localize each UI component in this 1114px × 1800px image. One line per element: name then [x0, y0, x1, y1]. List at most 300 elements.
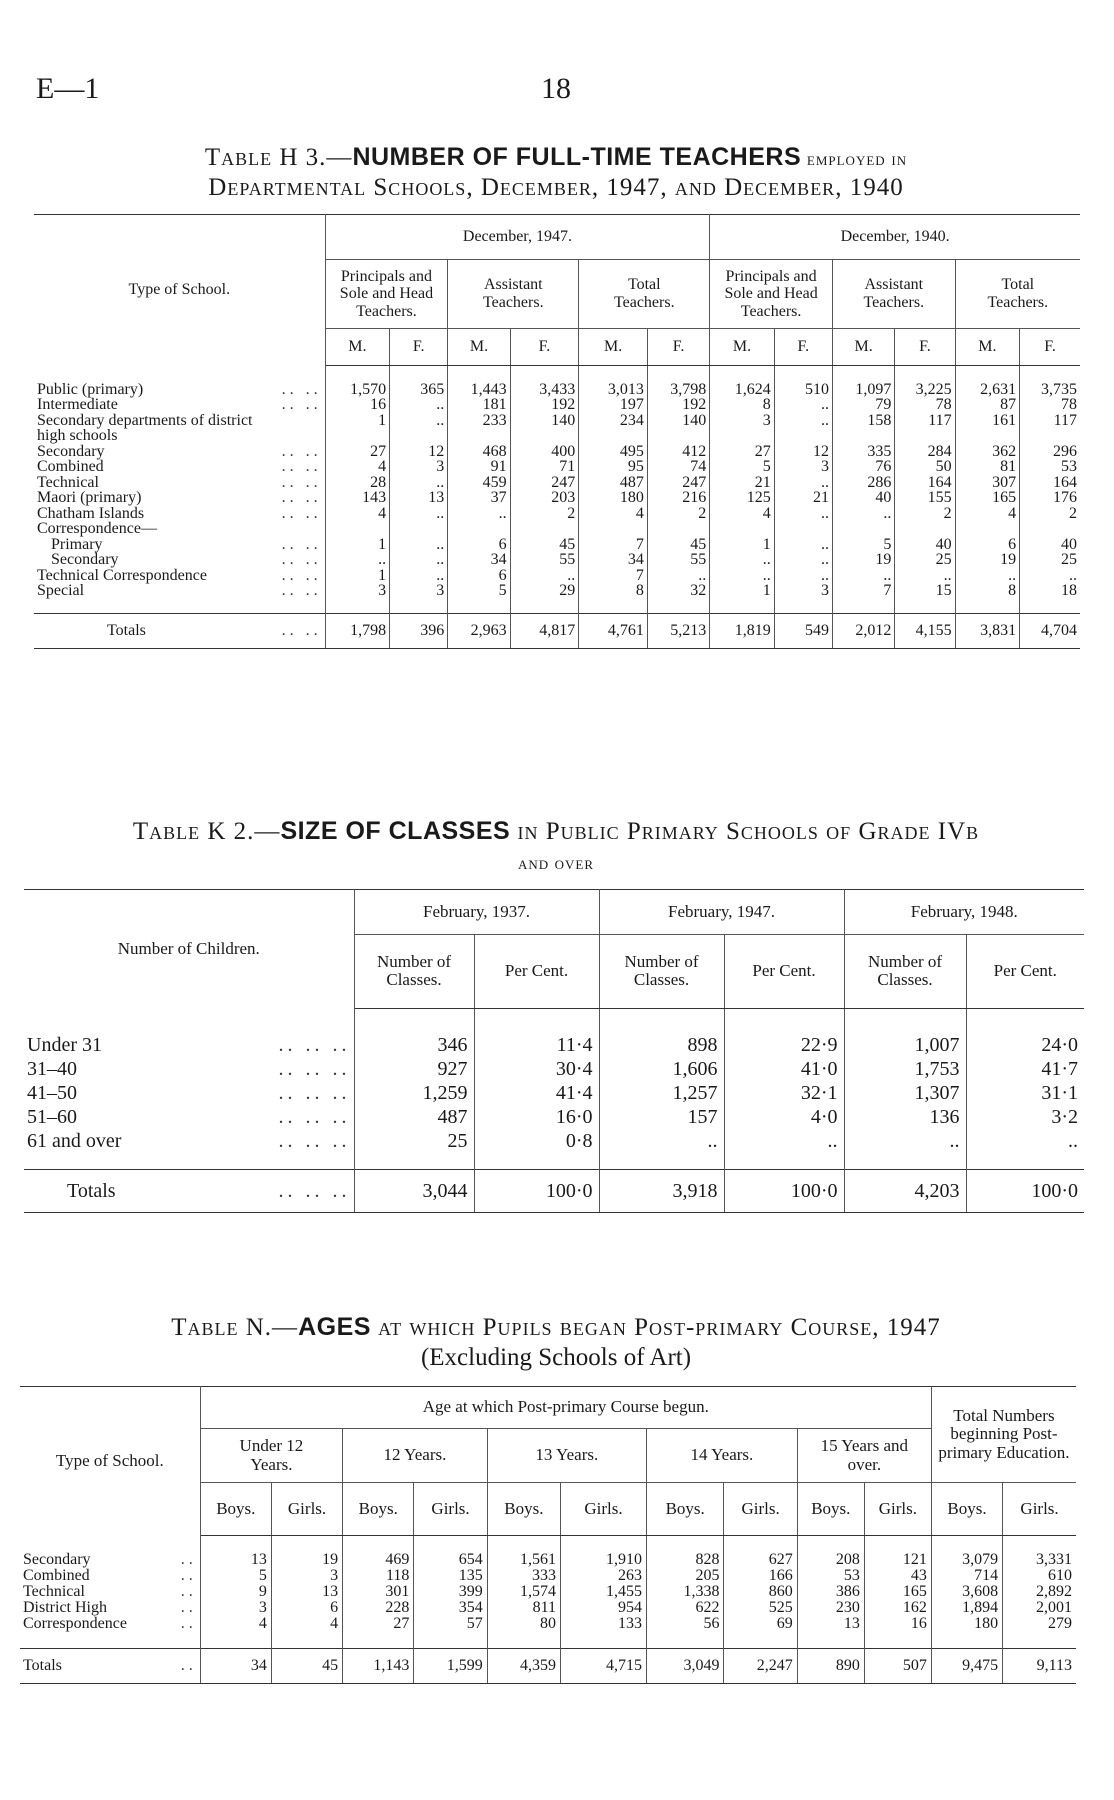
table-cell: 140 — [647, 413, 709, 429]
table-cell: 3,433 — [510, 382, 579, 398]
table-cell: 2,001 — [1036, 1598, 1072, 1616]
table-cell: 53 — [797, 1568, 864, 1584]
leader-dots: .. — [180, 1614, 197, 1632]
row-label-text: Technical — [23, 1582, 85, 1600]
row-label — [24, 1057, 354, 1081]
table-row — [34, 537, 1080, 553]
leader-dots: .. .. — [281, 380, 322, 398]
totals-row — [24, 1169, 1084, 1212]
totals-cell: 396 — [390, 613, 448, 648]
h3-col-m: M. — [579, 329, 648, 366]
table-cell: .. — [390, 506, 448, 522]
table-cell: 860 — [724, 1584, 797, 1600]
table-cell: 45 — [510, 537, 579, 553]
table-cell: 140 — [510, 413, 579, 429]
table-cell: .. — [510, 568, 579, 584]
n-age-15-over: 15 Years and over. — [797, 1428, 931, 1482]
row-label — [24, 1081, 354, 1105]
table-cell: 1,910 — [561, 1552, 647, 1568]
table-cell: 40 — [895, 537, 955, 553]
table-cell: 216 — [647, 490, 709, 506]
leader-dots: .. .. — [281, 551, 322, 569]
table-cell: 45 — [647, 537, 709, 553]
table-cell: 400 — [510, 444, 579, 460]
table-cell: .. — [390, 413, 448, 429]
table-cell: 135 — [414, 1568, 487, 1584]
totals-label: Totals .. .. .. — [24, 1169, 354, 1212]
table-cell: 2 — [647, 506, 709, 522]
table-cell: 296 — [1053, 442, 1077, 460]
totals-cell: 5,213 — [647, 613, 709, 648]
table-h3-title: Table H 3.—NUMBER OF FULL-TIME TEACHERS employed in Departmental Schools, December, 1947, and December, 1940 — [204, 143, 908, 201]
table-cell — [390, 428, 448, 444]
table-cell: 7 — [579, 568, 648, 584]
table-cell: 4 — [579, 506, 648, 522]
table-cell: 13 — [390, 490, 448, 506]
row-label — [34, 568, 325, 584]
table-cell: 4 — [271, 1616, 342, 1632]
table-cell: 3,735 — [1041, 380, 1077, 398]
table-cell: 3,013 — [579, 382, 648, 398]
table-cell: 4 — [325, 506, 389, 522]
table-cell: 3,079 — [931, 1552, 1002, 1568]
table-cell — [895, 521, 955, 537]
table-cell: 155 — [895, 490, 955, 506]
row-label — [24, 1105, 354, 1129]
leader-dots: .. .. .. — [278, 1105, 351, 1128]
row-label-text: 61 and over — [27, 1129, 122, 1152]
table-cell: 29 — [510, 583, 579, 599]
table-row — [24, 1057, 1084, 1081]
table-cell: 333 — [487, 1568, 560, 1584]
totals-label: Totals .. .. — [34, 613, 325, 648]
table-row — [34, 459, 1080, 475]
table-cell: 31·1 — [1041, 1081, 1078, 1104]
table-cell: 1,894 — [931, 1600, 1002, 1616]
table-cell: 3 — [710, 413, 774, 429]
k2-col-classes: Number of Classes. — [599, 935, 724, 1009]
table-cell: 8 — [955, 583, 1019, 599]
table-row — [20, 1584, 1076, 1600]
table-cell: 136 — [844, 1105, 966, 1129]
table-cell: 1 — [325, 568, 389, 584]
table-cell: 828 — [646, 1552, 724, 1568]
table-cell: 32 — [647, 583, 709, 599]
row-label-text: Technical — [37, 473, 99, 491]
table-cell: .. — [390, 475, 448, 491]
table-cell: 21 — [774, 490, 832, 506]
n-col-girls: Girls. — [561, 1483, 647, 1535]
table-cell: 161 — [955, 413, 1019, 429]
leader-dots: .. .. — [281, 442, 322, 460]
table-cell: 1 — [325, 537, 389, 553]
table-cell: 56 — [646, 1616, 724, 1632]
leader-dots: .. — [180, 1582, 197, 1600]
table-cell: 510 — [774, 382, 832, 398]
table-cell: 8 — [579, 583, 648, 599]
table-cell: 234 — [579, 413, 648, 429]
table-k2 — [24, 889, 1084, 1213]
row-label-text: Technical Correspondence — [37, 566, 207, 584]
n-total-header: Total Numbers beginning Post-primary Education. — [931, 1387, 1076, 1483]
table-cell: 5 — [448, 583, 510, 599]
row-label — [34, 444, 325, 460]
table-cell: 525 — [724, 1600, 797, 1616]
row-label-text: Combined — [23, 1566, 90, 1584]
h3-col-f: F. — [647, 329, 709, 366]
leader-dots: .. .. — [281, 566, 322, 584]
table-cell: 30·4 — [474, 1057, 599, 1081]
table-cell: 3,225 — [895, 382, 955, 398]
table-cell: 228 — [343, 1600, 414, 1616]
table-cell: 4 — [325, 459, 389, 475]
row-label-text: District High — [23, 1598, 107, 1616]
table-cell: .. — [774, 552, 832, 568]
table-cell: 335 — [832, 444, 894, 460]
table-row — [34, 382, 1080, 398]
n-col-boys: Boys. — [487, 1483, 560, 1535]
table-cell: 898 — [599, 1033, 724, 1057]
table-cell: 21 — [710, 475, 774, 491]
table-cell: 1,443 — [448, 382, 510, 398]
row-label-text: Under 31 — [27, 1033, 102, 1056]
table-row — [24, 1105, 1084, 1129]
table-cell: 5 — [832, 537, 894, 553]
table-row — [24, 1129, 1084, 1153]
table-cell: 627 — [724, 1552, 797, 1568]
table-cell: 7 — [579, 537, 648, 553]
table-cell: 1,753 — [844, 1057, 966, 1081]
table-cell: 6 — [448, 568, 510, 584]
table-cell — [510, 428, 579, 444]
table-cell: 1,574 — [487, 1584, 560, 1600]
table-cell: 28 — [325, 475, 389, 491]
table-cell: 164 — [1053, 473, 1077, 491]
table-cell: .. — [724, 1129, 844, 1153]
table-cell: 162 — [864, 1600, 931, 1616]
table-cell: 80 — [487, 1616, 560, 1632]
table-cell — [325, 428, 389, 444]
table-cell: 3,331 — [1036, 1550, 1072, 1568]
table-cell — [955, 521, 1019, 537]
table-row — [20, 1616, 1076, 1632]
table-cell: 4 — [710, 506, 774, 522]
n-row-header: Type of School. — [20, 1387, 200, 1536]
table-cell: 354 — [414, 1600, 487, 1616]
table-cell: 22·9 — [724, 1033, 844, 1057]
totals-cell: 4,203 — [844, 1169, 966, 1212]
row-label-text: Correspondence— — [37, 520, 157, 538]
table-cell: 412 — [647, 444, 709, 460]
table-cell: 18 — [1061, 582, 1077, 600]
table-cell: .. — [955, 568, 1019, 584]
table-cell: 2,631 — [955, 382, 1019, 398]
table-cell: 41·7 — [1041, 1057, 1078, 1080]
table-cell: 301 — [343, 1584, 414, 1600]
table-cell: 197 — [579, 397, 648, 413]
row-label-text: Secondary departments of district — [37, 411, 253, 429]
leader-dots: .. .. .. — [278, 1057, 351, 1080]
table-cell: .. — [774, 413, 832, 429]
n-col-boys: Boys. — [200, 1483, 271, 1535]
n-col-boys: Boys. — [646, 1483, 724, 1535]
table-cell: 19 — [832, 552, 894, 568]
k2-period-1948: February, 1948. — [844, 890, 1084, 935]
table-h3 — [34, 214, 1080, 649]
page-number: 18 — [541, 72, 571, 105]
table-cell: 3 — [200, 1600, 271, 1616]
table-cell: 205 — [646, 1568, 724, 1584]
row-label-text: Secondary — [51, 551, 119, 569]
row-label-text: Primary — [51, 535, 103, 553]
table-cell: 37 — [448, 490, 510, 506]
table-cell: 34 — [448, 552, 510, 568]
totals-cell: 9,475 — [931, 1648, 1002, 1683]
table-cell: 5 — [200, 1568, 271, 1584]
table-cell: 53 — [1061, 458, 1077, 476]
table-row — [20, 1568, 1076, 1584]
totals-cell: 4,817 — [510, 613, 579, 648]
row-label-text: Special — [37, 582, 85, 600]
leader-dots: .. .. — [281, 489, 322, 507]
totals-cell: 4,704 — [1020, 613, 1080, 648]
table-row — [34, 397, 1080, 413]
h3-col-m: M. — [832, 329, 894, 366]
leader-dots: .. — [180, 1598, 197, 1616]
totals-row — [34, 613, 1080, 648]
table-row — [24, 1033, 1084, 1057]
totals-cell: 100·0 — [474, 1169, 599, 1212]
leader-dots: .. .. .. — [278, 1081, 351, 1104]
table-cell — [832, 428, 894, 444]
table-cell: 7 — [832, 583, 894, 599]
table-cell: 95 — [579, 459, 648, 475]
k2-col-classes: Number of Classes. — [844, 935, 966, 1009]
table-cell — [710, 428, 774, 444]
h3-col-f: F. — [895, 329, 955, 366]
table-cell: 284 — [895, 444, 955, 460]
table-cell: 610 — [1048, 1566, 1072, 1584]
table-cell — [710, 521, 774, 537]
table-cell: 1,259 — [354, 1081, 474, 1105]
totals-cell: 1,819 — [710, 613, 774, 648]
table-cell: 6 — [955, 537, 1019, 553]
table-cell: 208 — [797, 1552, 864, 1568]
table-cell: 2,892 — [1036, 1582, 1072, 1600]
totals-cell: 2,963 — [448, 613, 510, 648]
table-cell: 41·4 — [474, 1081, 599, 1105]
table-cell: 2 — [510, 506, 579, 522]
table-cell: 1,007 — [844, 1033, 966, 1057]
table-cell: .. — [710, 552, 774, 568]
h3-col-f: F. — [390, 329, 448, 366]
table-cell: 87 — [955, 397, 1019, 413]
table-cell: 459 — [448, 475, 510, 491]
n-col-boys: Boys. — [343, 1483, 414, 1535]
table-cell: 164 — [895, 475, 955, 491]
table-cell: 6 — [448, 537, 510, 553]
table-cell: 157 — [599, 1105, 724, 1129]
table-cell: 25 — [895, 552, 955, 568]
totals-cell: 4,155 — [895, 613, 955, 648]
h3-group-total-1940: Total Teachers. — [955, 260, 1080, 329]
table-cell: 19 — [271, 1552, 342, 1568]
table-cell: 263 — [561, 1568, 647, 1584]
row-label — [34, 397, 325, 413]
table-cell: .. — [774, 537, 832, 553]
table-cell: 25 — [1061, 551, 1077, 569]
totals-cell: 2,247 — [724, 1648, 797, 1683]
table-cell: 41·0 — [724, 1057, 844, 1081]
leader-dots: .. .. .. — [278, 1033, 351, 1056]
table-cell: 79 — [832, 397, 894, 413]
table-cell: 233 — [448, 413, 510, 429]
k2-period-1947: February, 1947. — [599, 890, 844, 935]
h3-period-1947: December, 1947. — [325, 215, 710, 260]
table-cell: 307 — [955, 475, 1019, 491]
row-label-text: high schools — [37, 427, 118, 445]
totals-cell: 2,012 — [832, 613, 894, 648]
totals-cell: 3,049 — [646, 1648, 724, 1683]
totals-cell: 3,918 — [599, 1169, 724, 1212]
table-cell: .. — [774, 397, 832, 413]
table-cell: 43 — [864, 1568, 931, 1584]
h3-col-f: F. — [774, 329, 832, 366]
row-label-text: 31–40 — [27, 1057, 77, 1080]
table-row — [34, 444, 1080, 460]
totals-cell: 507 — [864, 1648, 931, 1683]
table-cell: 121 — [864, 1552, 931, 1568]
table-cell: 117 — [895, 413, 955, 429]
table-cell: 19 — [955, 552, 1019, 568]
table-cell: .. — [832, 506, 894, 522]
table-cell: 4 — [200, 1616, 271, 1632]
table-cell: 55 — [647, 552, 709, 568]
h3-group-principals-1947: Principals and Sole and Head Teachers. — [325, 260, 448, 329]
h3-group-total-1947: Total Teachers. — [579, 260, 710, 329]
table-cell: .. — [1069, 566, 1077, 584]
table-cell — [579, 428, 648, 444]
row-label-text: Correspondence — [23, 1614, 127, 1632]
table-cell — [325, 521, 389, 537]
table-cell — [895, 428, 955, 444]
leader-dots: .. .. — [281, 396, 322, 414]
table-cell: 1,561 — [487, 1552, 560, 1568]
table-cell — [774, 521, 832, 537]
table-cell: 143 — [325, 490, 389, 506]
n-age-under-12: Under 12 Years. — [200, 1428, 342, 1482]
table-cell: 74 — [647, 459, 709, 475]
table-cell: .. — [647, 568, 709, 584]
leader-dots: .. .. — [281, 622, 322, 639]
n-col-girls: Girls. — [271, 1483, 342, 1535]
n-col-boys: Boys. — [931, 1483, 1002, 1535]
table-cell: 1,455 — [561, 1584, 647, 1600]
table-cell: 192 — [647, 397, 709, 413]
h3-row-header: Type of School. — [34, 215, 325, 366]
totals-cell: 100·0 — [724, 1169, 844, 1212]
table-cell — [955, 428, 1019, 444]
table-cell: .. — [895, 568, 955, 584]
table-cell: 16 — [864, 1616, 931, 1632]
table-cell — [647, 521, 709, 537]
table-row — [34, 506, 1080, 522]
table-cell — [510, 521, 579, 537]
table-cell: 6 — [271, 1600, 342, 1616]
table-cell: 16 — [325, 397, 389, 413]
table-cell: 3 — [390, 459, 448, 475]
table-row — [34, 428, 1080, 444]
table-cell: 125 — [710, 490, 774, 506]
totals-cell: 34 — [200, 1648, 271, 1683]
table-cell — [448, 428, 510, 444]
table-row — [34, 521, 1080, 537]
k2-col-percent: Per Cent. — [724, 935, 844, 1009]
table-cell: .. — [390, 537, 448, 553]
row-label-text: Combined — [37, 458, 104, 476]
table-row — [34, 583, 1080, 599]
table-cell: 954 — [561, 1600, 647, 1616]
table-cell: .. — [390, 397, 448, 413]
table-cell: 15 — [895, 583, 955, 599]
table-row — [34, 475, 1080, 491]
table-cell: 9 — [200, 1584, 271, 1600]
table-cell: 654 — [414, 1552, 487, 1568]
row-label — [20, 1552, 200, 1568]
leader-dots: .. — [180, 1656, 197, 1674]
table-cell: 69 — [724, 1616, 797, 1632]
k2-col-percent: Per Cent. — [966, 935, 1084, 1009]
table-cell: 180 — [579, 490, 648, 506]
table-cell: .. — [390, 568, 448, 584]
table-cell: 78 — [895, 397, 955, 413]
row-label — [34, 583, 325, 599]
table-cell: 1,606 — [599, 1057, 724, 1081]
leader-dots: .. .. — [281, 473, 322, 491]
table-cell: .. — [1068, 1129, 1078, 1152]
totals-cell: 4,359 — [487, 1648, 560, 1683]
table-n — [20, 1386, 1076, 1684]
table-cell — [448, 521, 510, 537]
table-cell: 180 — [931, 1616, 1002, 1632]
leader-dots: .. .. — [281, 582, 322, 600]
table-cell — [1020, 521, 1080, 537]
table-row — [34, 413, 1080, 429]
n-age-12: 12 Years. — [343, 1428, 488, 1482]
table-cell: 13 — [797, 1616, 864, 1632]
table-cell: 487 — [579, 475, 648, 491]
table-cell: 55 — [510, 552, 579, 568]
table-cell: 4·0 — [724, 1105, 844, 1129]
table-row — [20, 1600, 1076, 1616]
table-cell: 1 — [325, 413, 389, 429]
table-cell: 117 — [1053, 411, 1077, 429]
row-label — [34, 552, 325, 568]
n-col-girls: Girls. — [414, 1483, 487, 1535]
table-cell: 3 — [325, 583, 389, 599]
n-col-girls: Girls. — [1003, 1483, 1076, 1535]
row-label — [34, 459, 325, 475]
table-cell: 12 — [774, 444, 832, 460]
table-cell: 27 — [710, 444, 774, 460]
table-cell: 1,097 — [832, 382, 894, 398]
table-cell: 1 — [710, 537, 774, 553]
table-cell: 3·2 — [1051, 1105, 1078, 1128]
table-cell: 40 — [1061, 535, 1077, 553]
row-label-text: Intermediate — [37, 396, 118, 414]
totals-cell: 4,761 — [579, 613, 648, 648]
table-cell: 40 — [832, 490, 894, 506]
